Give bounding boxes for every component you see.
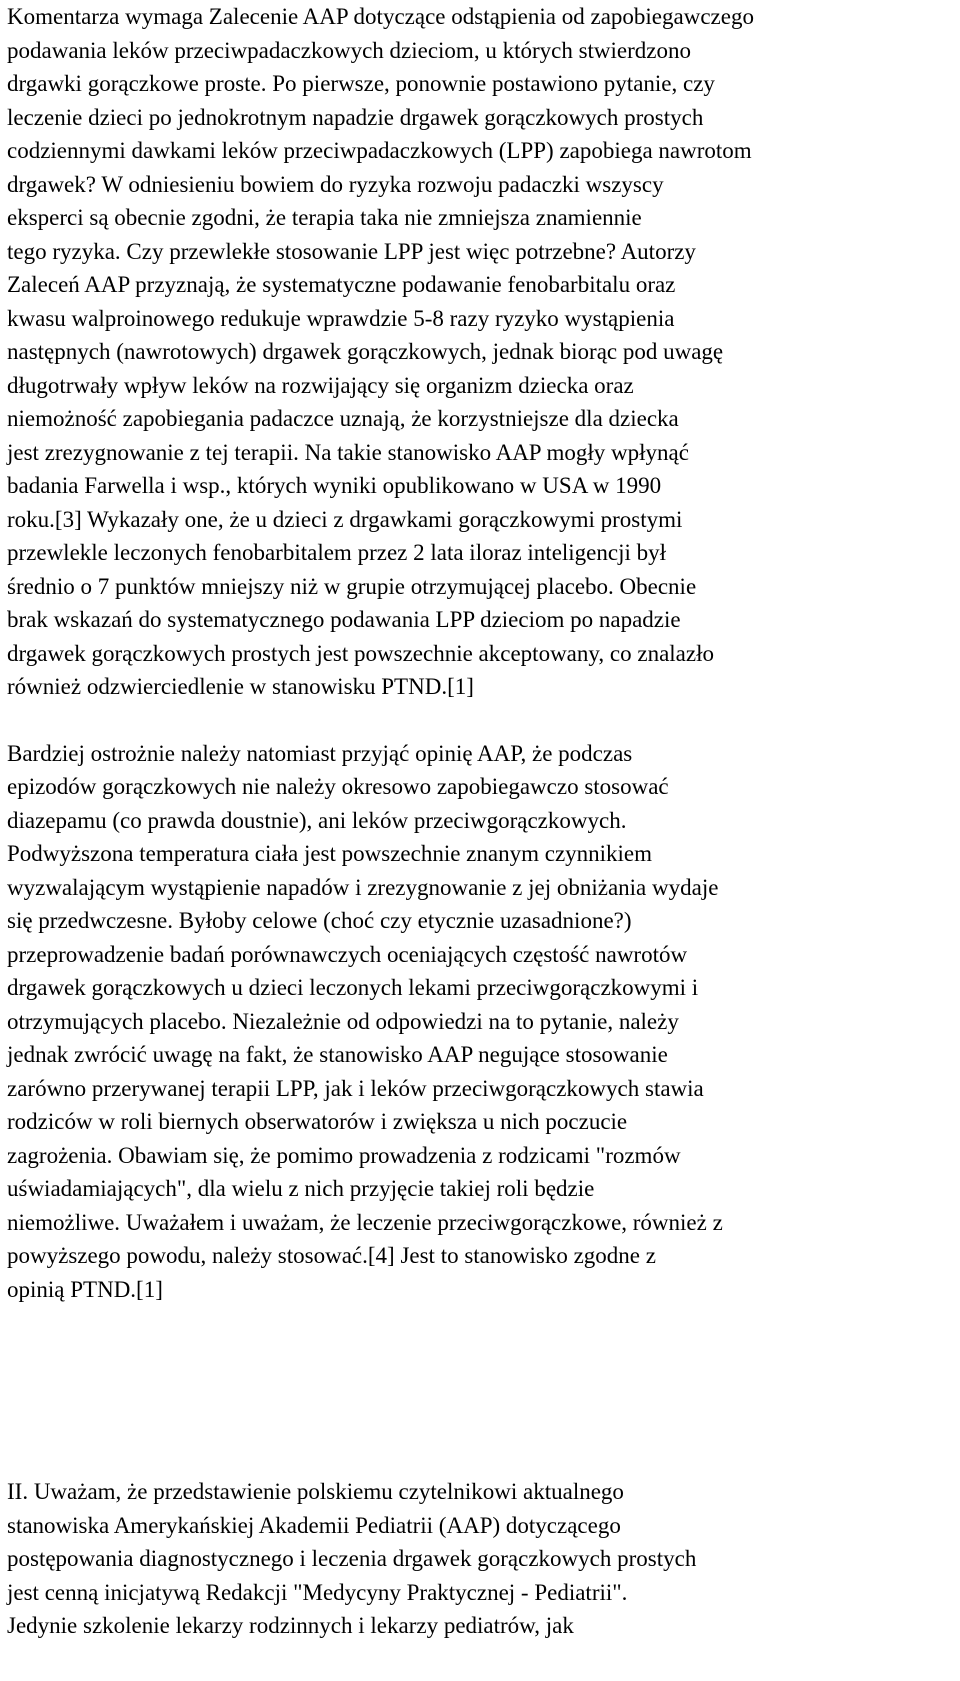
- paragraph-spacer: [7, 1306, 953, 1475]
- text-line: wyzwalającym wystąpienie napadów i zrezygnowanie z jej obniżania wydaje: [7, 874, 719, 900]
- text-line: kwasu walproinowego redukuje wprawdzie 5-8 razy ryzyko wystąpienia: [7, 305, 675, 331]
- text-line: przeprowadzenie badań porównawczych oceniających częstość nawrotów: [7, 941, 688, 967]
- text-line: przewlekle leczonych fenobarbitalem przez 2 lata iloraz inteligencji był: [7, 540, 667, 565]
- text-line: jest zrezygnowanie z tej terapii. Na takie stanowisko AAP mogły wpłynąć: [7, 439, 689, 465]
- document-page: [7, 0, 953, 1643]
- paragraph-antipyretic-treatment: [7, 737, 953, 1307]
- text-line: drgawek gorączkowych prostych jest powszechnie akceptowany, co znalazło: [7, 640, 714, 666]
- text-line: powyższego powodu, należy stosować.[4] Jest to stanowisko zgodne z: [7, 1243, 656, 1268]
- text-line: długotrwały wpływ leków na rozwijający się organizm dziecka oraz: [7, 372, 634, 398]
- text-line: otrzymujących placebo. Niezależnie od odpowiedzi na to pytanie, należy: [7, 1008, 679, 1034]
- text-line: jednak zwrócić uwagę na fakt, że stanowisko AAP negujące stosowanie: [7, 1042, 668, 1067]
- text-line: badania Farwella i wsp., których wyniki opublikowano w USA w 1990: [7, 473, 662, 498]
- text-line: epizodów gorączkowych nie należy okresowo zapobiegawczo stosować: [7, 774, 669, 799]
- text-line: rodziców w roli biernych obserwatorów i zwiększa u nich poczucie: [7, 1109, 628, 1134]
- text-line: podawania leków przeciwpadaczkowych dzieciom, u których stwierdzono: [7, 37, 691, 63]
- text-line: Podwyższona temperatura ciała jest powszechnie znanym czynnikiem: [7, 841, 653, 866]
- text-line: Komentarza wymaga Zalecenie AAP dotyczące odstąpienia od zapobiegawczego: [7, 4, 754, 29]
- text-line: drgawek? W odniesieniu bowiem do ryzyka rozwoju padaczki wszyscy: [7, 171, 664, 197]
- text-line: codziennymi dawkami leków przeciwpadaczkowych (LPP) zapobiega nawrotom: [7, 138, 752, 163]
- text-line: brak wskazań do systematycznego podawania LPP dzieciom po napadzie: [7, 607, 681, 632]
- text-line: diazepamu (co prawda doustnie), ani leków przeciwgorączkowych.: [7, 807, 627, 833]
- text-line: tego ryzyka. Czy przewlekłe stosowanie LPP jest więc potrzebne? Autorzy: [7, 238, 696, 264]
- paragraph-spacer: [7, 704, 953, 737]
- text-line: niemożliwe. Uważałem i uważam, że leczenie przeciwgorączkowe, również z: [7, 1209, 723, 1235]
- text-line: II. Uważam, że przedstawienie polskiemu czytelnikowi aktualnego: [7, 1479, 624, 1504]
- text-line: postępowania diagnostycznego i leczenia drgawek gorączkowych prostych: [7, 1546, 697, 1571]
- text-line: uświadamiających", dla wielu z nich przyjęcie takiej roli będzie: [7, 1176, 595, 1201]
- text-line: eksperci są obecnie zgodni, że terapia taka nie zmniejsza znamiennie: [7, 205, 642, 230]
- text-line: średnio o 7 punktów mniejszy niż w grupie otrzymującej placebo. Obecnie: [7, 573, 697, 599]
- text-line: również odzwierciedlenie w stanowisku PTND.[1]: [7, 674, 474, 699]
- text-line: niemożność zapobiegania padaczce uznają, że korzystniejsze dla dziecka: [7, 406, 679, 431]
- text-line: Zaleceń AAP przyznają, że systematyczne podawanie fenobarbitalu oraz: [7, 272, 676, 297]
- paragraph-section-ii: [7, 1475, 953, 1643]
- text-line: stanowiska Amerykańskiej Akademii Pediatrii (AAP) dotyczącego: [7, 1512, 621, 1538]
- text-line: leczenie dzieci po jednokrotnym napadzie drgawek gorączkowych prostych: [7, 104, 704, 130]
- text-line: Bardziej ostrożnie należy natomiast przyjąć opinię AAP, że podczas: [7, 740, 633, 766]
- text-line: jest cenną inicjatywą Redakcji "Medycyny Praktycznej - Pediatrii".: [7, 1579, 628, 1605]
- text-line: drgawki gorączkowe proste. Po pierwsze, ponownie postawiono pytanie, czy: [7, 71, 715, 96]
- text-line: Jedynie szkolenie lekarzy rodzinnych i lekarzy pediatrów, jak: [7, 1613, 574, 1638]
- text-line: następnych (nawrotowych) drgawek gorączkowych, jednak biorąc pod uwagę: [7, 339, 724, 364]
- text-line: opinią PTND.[1]: [7, 1276, 163, 1302]
- paragraph-febrile-seizure-prophylaxis: [7, 0, 953, 704]
- text-line: się przedwczesne. Byłoby celowe (choć czy etycznie uzasadnione?): [7, 908, 632, 933]
- text-line: zagrożenia. Obawiam się, że pomimo prowadzenia z rodzicami "rozmów: [7, 1142, 681, 1168]
- text-line: zarówno przerywanej terapii LPP, jak i leków przeciwgorączkowych stawia: [7, 1075, 704, 1101]
- text-line: drgawek gorączkowych u dzieci leczonych lekami przeciwgorączkowymi i: [7, 975, 699, 1000]
- text-line: roku.[3] Wykazały one, że u dzieci z drgawkami gorączkowymi prostymi: [7, 506, 683, 532]
